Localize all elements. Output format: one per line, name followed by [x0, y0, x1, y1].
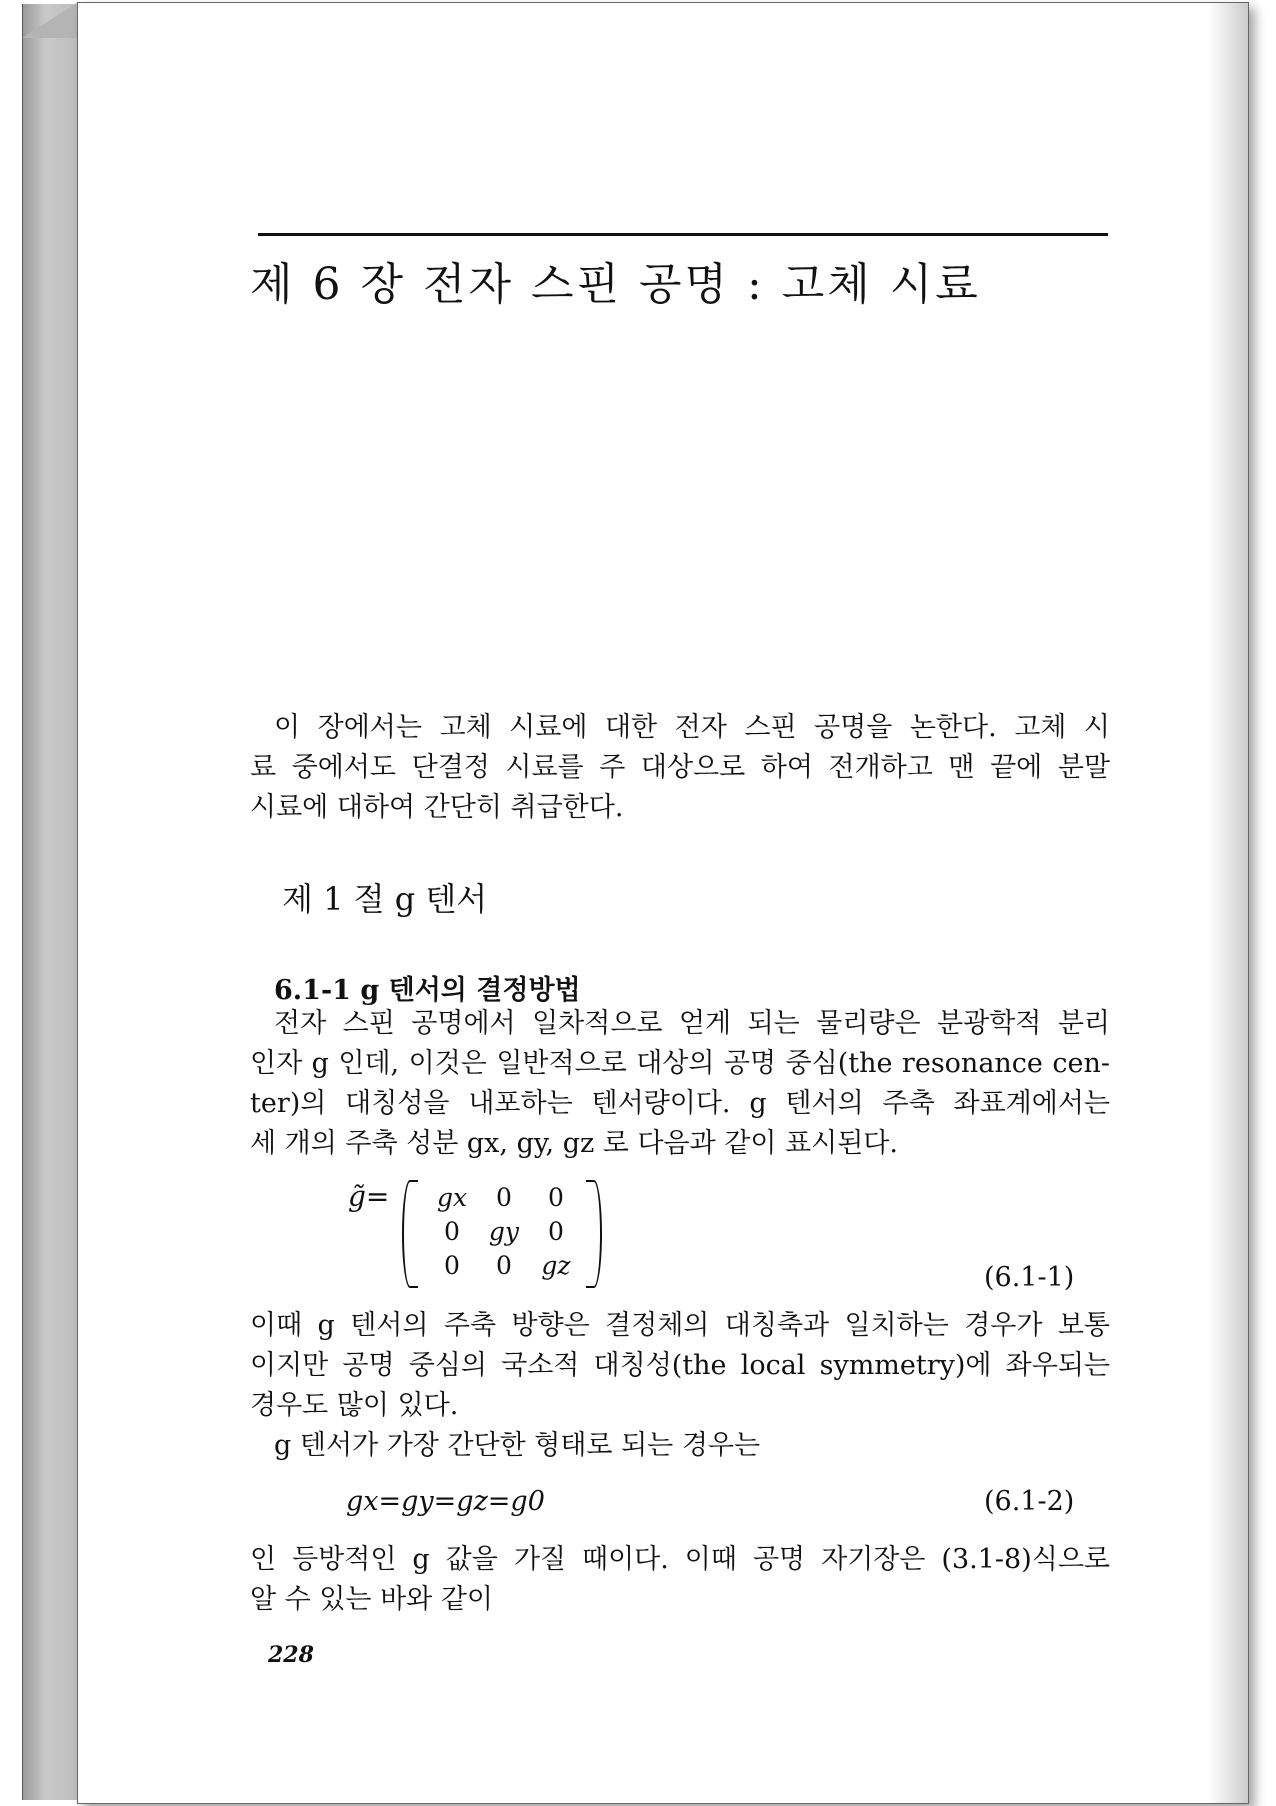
body1-line-2: 인자 g 인데, 이것은 일반적으로 대상의 공명 중심(the resonance cen- — [250, 1048, 1110, 1079]
matrix-cell: 0 — [444, 1250, 460, 1280]
body4-line-1: 인 등방적인 g 값을 가질 때이다. 이때 공명 자기장은 (3.1-8)식으로 — [250, 1544, 1110, 1575]
matrix-cell: gz — [541, 1250, 571, 1280]
body1-line-1: 전자 스핀 공명에서 일차적으로 얻게 되는 물리량은 분광학적 분리 — [274, 1008, 1110, 1039]
matrix-cell: 0 — [496, 1250, 512, 1280]
book-spine — [22, 4, 79, 1800]
matrix-cell: 0 — [496, 1182, 512, 1212]
equation-1-number: (6.1-1) — [984, 1262, 1075, 1293]
matrix-cell: 0 — [548, 1216, 564, 1246]
section-title: 제 1 절 g 텐서 — [282, 880, 488, 918]
chapter-rule — [258, 233, 1108, 236]
equation-2-number: (6.1-2) — [984, 1486, 1075, 1517]
matrix-cell: 0 — [548, 1182, 564, 1212]
chapter-title: 제 6 장 전자 스핀 공명 : 고체 시료 — [250, 259, 981, 310]
subsection-title: 6.1-1 g 텐서의 결정방법 — [274, 975, 581, 1006]
body-paragraph-1 — [250, 1004, 1110, 1164]
g-tensor-matrix — [412, 1180, 592, 1284]
body1-line-4: 세 개의 주축 성분 gx, gy, gz 로 다음과 같이 표시된다. — [250, 1128, 898, 1159]
intro-paragraph — [250, 708, 1110, 828]
body-paragraph-3: g 텐서가 가장 간단한 형태로 되는 경우는 — [274, 1430, 761, 1461]
body1-line-3: ter)의 대칭성을 내포하는 텐서량이다. g 텐서의 주축 좌표계에서는 — [250, 1088, 1110, 1119]
matrix-right-paren — [586, 1180, 602, 1288]
body2-line-2: 이지만 공명 중심의 국소적 대칭성(the local symmetry)에 좌우되는 — [250, 1350, 1110, 1381]
matrix-cell: 0 — [444, 1216, 460, 1246]
body-paragraph-2 — [250, 1306, 1110, 1426]
equation-2: gx=gy=gz=g0 — [346, 1486, 545, 1517]
body-paragraph-4 — [250, 1540, 1110, 1620]
intro-line-1: 이 장에서는 고체 시료에 대한 전자 스핀 공명을 논한다. 고체 시 — [274, 712, 1110, 743]
intro-line-3: 시료에 대하여 간단히 취급한다. — [250, 792, 624, 823]
matrix-left-paren — [402, 1180, 418, 1288]
body2-line-3: 경우도 많이 있다. — [250, 1390, 459, 1421]
body4-line-2: 알 수 있는 바와 같이 — [250, 1584, 493, 1615]
matrix-cell: gx — [436, 1182, 468, 1212]
page-edge-shadow — [1208, 3, 1248, 1803]
body2-line-1: 이때 g 텐서의 주축 방향은 결정체의 대칭축과 일치하는 경우가 보통 — [250, 1310, 1110, 1341]
matrix-table — [426, 1180, 582, 1282]
page-number: 228 — [268, 1642, 314, 1668]
equation-1-label: g̃= — [348, 1180, 390, 1213]
matrix-cell: gy — [488, 1216, 520, 1246]
intro-line-2: 료 중에서도 단결정 시료를 주 대상으로 하여 전개하고 맨 끝에 분말 — [250, 752, 1110, 783]
